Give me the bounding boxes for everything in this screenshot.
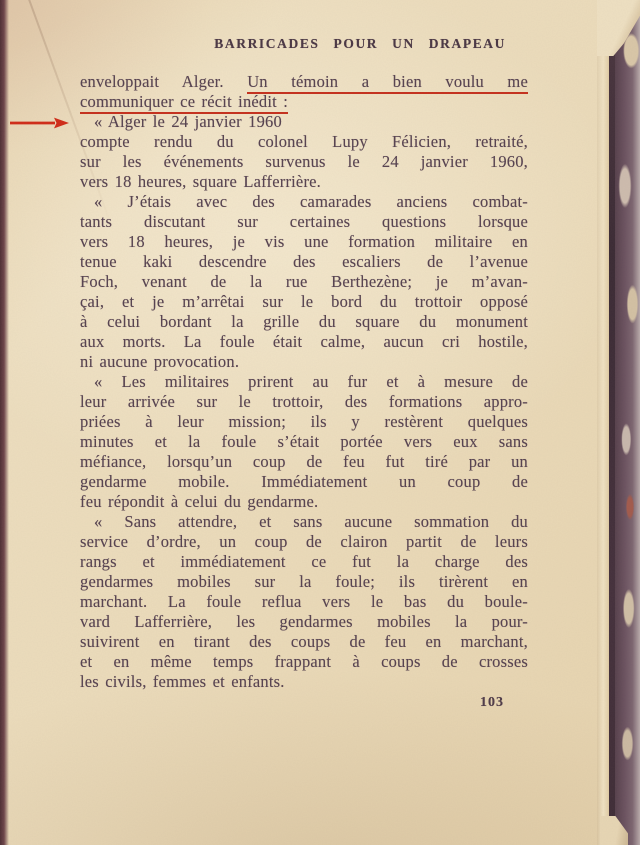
text-line — [80, 232, 528, 252]
book-edge-pages — [615, 0, 640, 845]
running-header: BARRICADES POUR UN DRAPEAU — [214, 36, 506, 51]
text-segment: « Sans attendre, et sans aucune sommation du — [94, 512, 528, 531]
text-segment: service d’ordre, un coup de clairon partit de leurs — [80, 532, 528, 551]
text-segment: gendarme mobile. Immédiatement un coup de — [80, 472, 528, 491]
text-line — [80, 632, 528, 652]
text-segment: ni aucune provocation. — [80, 352, 240, 371]
left-page-shadow — [0, 0, 9, 845]
page-number: 103 — [480, 695, 504, 710]
text-segment: minutes et la foule s’était portée vers eux sans — [80, 432, 528, 451]
text-segment: marchant. La foule reflua vers le bas du boule- — [80, 592, 528, 611]
text-line — [80, 352, 528, 372]
text-segment: à celui bordant la grille du square du monument — [80, 312, 528, 331]
text-line — [80, 592, 528, 612]
text-segment: çai, et je m’arrêtai sur le bord du trottoir opposé — [80, 292, 528, 311]
text-line — [80, 572, 528, 592]
red-underlined-text: Un témoin a bien voulu me — [247, 72, 528, 94]
text-segment: tenue kaki descendre des escaliers de l’avenue — [80, 252, 528, 271]
text-segment: enveloppait Alger. — [80, 72, 248, 91]
text-line — [80, 272, 528, 292]
text-segment: vard Lafferrière, les gendarmes mobiles la pour- — [80, 612, 528, 631]
text-line — [80, 292, 528, 312]
text-line — [80, 112, 528, 132]
text-line — [80, 452, 528, 472]
text-segment: compte rendu du colonel Lupy Félicien, retraité, — [80, 132, 528, 151]
text-line — [80, 312, 528, 332]
text-line — [80, 512, 528, 532]
text-segment: aux morts. La foule était calme, aucun cri hostile, — [80, 332, 528, 351]
text-segment: tants discutant sur certaines questions lorsque — [80, 212, 528, 231]
text-segment: vers 18 heures, je vis une formation militaire en — [80, 232, 528, 251]
text-line — [80, 152, 528, 172]
page-body — [80, 72, 528, 692]
text-segment: priées à leur mission; ils y restèrent quelques — [80, 412, 528, 431]
text-line — [80, 332, 528, 352]
text-line — [80, 172, 528, 192]
text-line — [80, 672, 528, 692]
text-segment: les civils, femmes et enfants. — [80, 672, 285, 691]
text-line — [80, 252, 528, 272]
text-segment: « J’étais avec des camarades anciens combat- — [94, 192, 528, 211]
text-line — [80, 532, 528, 552]
text-line — [80, 372, 528, 392]
text-segment: « Les militaires prirent au fur et à mesure de — [94, 372, 528, 391]
text-segment: « Alger le 24 janvier 1960 — [94, 112, 282, 131]
text-segment: rangs et immédiatement ce fut la charge des — [80, 552, 528, 571]
text-line — [80, 432, 528, 452]
red-arrow-icon — [9, 116, 69, 130]
text-line — [80, 492, 528, 512]
text-line — [80, 132, 528, 152]
text-segment: méfiance, lorsqu’un coup de feu fut tiré par un — [80, 452, 528, 471]
text-line — [80, 612, 528, 632]
text-segment: et en même temps frappant à coups de crosses — [80, 652, 528, 671]
text-line — [80, 652, 528, 672]
red-underlined-text: communiquer ce récit inédit : — [80, 92, 288, 114]
text-line — [80, 192, 528, 212]
text-segment: leur arrivée sur le trottoir, des formations appro- — [80, 392, 528, 411]
text-segment: vers 18 heures, square Lafferrière. — [80, 172, 321, 191]
text-line — [80, 72, 528, 92]
text-line — [80, 92, 528, 112]
text-segment: suivirent en tirant des coups de feu en marchant, — [80, 632, 528, 651]
text-segment: feu répondit à celui du gendarme. — [80, 492, 319, 511]
text-segment: Foch, venant de la rue Berthezène; je m’avan- — [80, 272, 528, 291]
text-segment: gendarmes mobiles sur la foule; ils tirèrent en — [80, 572, 528, 591]
text-line — [80, 472, 528, 492]
text-line — [80, 412, 528, 432]
text-line — [80, 552, 528, 572]
text-line — [80, 212, 528, 232]
text-segment: sur les événements survenus le 24 janvier 1960, — [80, 152, 528, 171]
text-line — [80, 392, 528, 412]
